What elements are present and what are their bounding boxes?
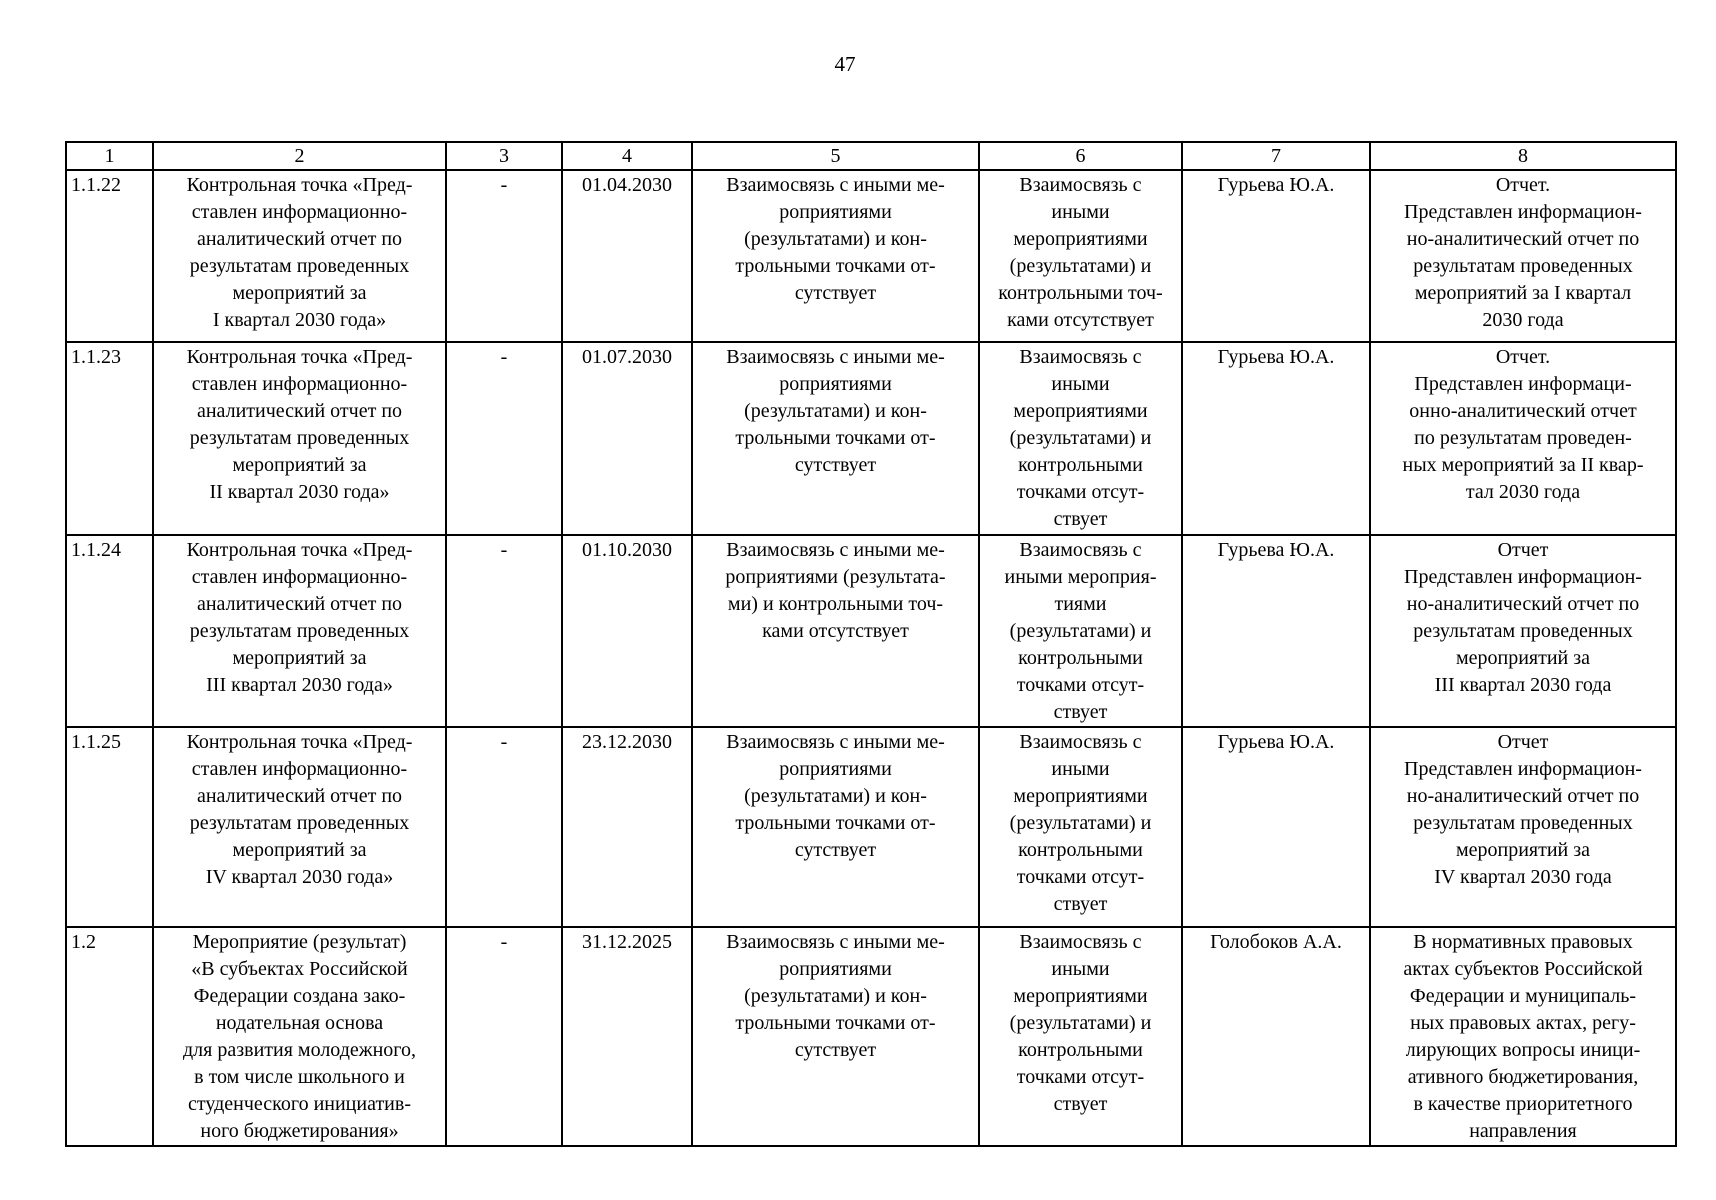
column-header: 2 bbox=[153, 142, 446, 170]
row-links-prev: Взаимосвязь с иными ме- роприятиями (результатами) и кон- трольными точками от- сутствует bbox=[692, 727, 979, 927]
table-row bbox=[66, 727, 1676, 927]
table-row bbox=[66, 927, 1676, 1146]
row-result: Отчет. Представлен информацион- но-аналитический отчет по результатам проведенных мероприятий за I квартал 2030 года bbox=[1370, 170, 1676, 342]
row-links-next: Взаимосвязь с иными мероприятиями (результатами) и контрольными точками отсут- ствует bbox=[979, 927, 1182, 1146]
row-name: Контрольная точка «Пред- ставлен информационно- аналитический отчет по результатам проведенных мероприятий за III квартал 2030 года» bbox=[153, 535, 446, 727]
row-result: Отчет Представлен информацион- но-аналитический отчет по результатам проведенных мероприятий за IV квартал 2030 года bbox=[1370, 727, 1676, 927]
column-header: 5 bbox=[692, 142, 979, 170]
row-name: Контрольная точка «Пред- ставлен информационно- аналитический отчет по результатам проведенных мероприятий за II квартал 2030 года» bbox=[153, 342, 446, 535]
row-responsible: Гурьева Ю.А. bbox=[1182, 170, 1370, 342]
column-header: 1 bbox=[66, 142, 153, 170]
row-number: 1.1.25 bbox=[66, 727, 153, 927]
header-row bbox=[66, 142, 1676, 170]
row-number: 1.1.24 bbox=[66, 535, 153, 727]
row-col3: - bbox=[446, 927, 562, 1146]
table-row bbox=[66, 170, 1676, 342]
row-result: В нормативных правовых актах субъектов Российской Федерации и муниципаль- ных правовых актах, регу- лирующих вопросы иници- ативного бюджетирования, в качестве приоритетного направления bbox=[1370, 927, 1676, 1146]
row-links-prev: Взаимосвязь с иными ме- роприятиями (результата- ми) и контрольными точ- ками отсутствует bbox=[692, 535, 979, 727]
column-header: 7 bbox=[1182, 142, 1370, 170]
row-links-prev: Взаимосвязь с иными ме- роприятиями (результатами) и кон- трольными точками от- сутствует bbox=[692, 342, 979, 535]
column-header: 8 bbox=[1370, 142, 1676, 170]
column-header: 3 bbox=[446, 142, 562, 170]
row-date: 01.07.2030 bbox=[562, 342, 692, 535]
row-date: 01.04.2030 bbox=[562, 170, 692, 342]
row-responsible: Гурьева Ю.А. bbox=[1182, 342, 1370, 535]
page-number: 47 bbox=[834, 52, 856, 76]
row-number: 1.1.22 bbox=[66, 170, 153, 342]
row-name: Мероприятие (результат) «В субъектах Российской Федерации создана зако- нодательная основа для развития молодежного, в том числе школьного и студенческого инициатив- ного бюджетирования» bbox=[153, 927, 446, 1146]
row-responsible: Гурьева Ю.А. bbox=[1182, 727, 1370, 927]
row-number: 1.2 bbox=[66, 927, 153, 1146]
row-name: Контрольная точка «Пред- ставлен информационно- аналитический отчет по результатам проведенных мероприятий за I квартал 2030 года» bbox=[153, 170, 446, 342]
row-date: 23.12.2030 bbox=[562, 727, 692, 927]
row-date: 31.12.2025 bbox=[562, 927, 692, 1146]
row-col3: - bbox=[446, 342, 562, 535]
row-result: Отчет. Представлен информаци- онно-аналитический отчет по результатам проведен- ных мероприятий за II квар- тал 2030 года bbox=[1370, 342, 1676, 535]
row-links-next: Взаимосвязь с иными мероприятиями (результатами) и контрольными точками отсут- ствует bbox=[979, 727, 1182, 927]
row-links-prev: Взаимосвязь с иными ме- роприятиями (результатами) и кон- трольными точками от- сутствует bbox=[692, 170, 979, 342]
plan-table bbox=[65, 141, 1677, 1147]
row-number: 1.1.23 bbox=[66, 342, 153, 535]
row-result: Отчет Представлен информацион- но-аналитический отчет по результатам проведенных мероприятий за III квартал 2030 года bbox=[1370, 535, 1676, 727]
table-row bbox=[66, 342, 1676, 535]
row-links-next: Взаимосвязь с иными мероприятиями (результатами) и контрольными точ- ками отсутствует bbox=[979, 170, 1182, 342]
row-links-prev: Взаимосвязь с иными ме- роприятиями (результатами) и кон- трольными точками от- сутствует bbox=[692, 927, 979, 1146]
row-col3: - bbox=[446, 170, 562, 342]
column-header: 4 bbox=[562, 142, 692, 170]
column-header: 6 bbox=[979, 142, 1182, 170]
row-links-next: Взаимосвязь с иными мероприя- тиями (результатами) и контрольными точками отсут- ствует bbox=[979, 535, 1182, 727]
table-row bbox=[66, 535, 1676, 727]
row-col3: - bbox=[446, 535, 562, 727]
row-responsible: Гурьева Ю.А. bbox=[1182, 535, 1370, 727]
row-responsible: Голобоков А.А. bbox=[1182, 927, 1370, 1146]
row-date: 01.10.2030 bbox=[562, 535, 692, 727]
row-name: Контрольная точка «Пред- ставлен информационно- аналитический отчет по результатам проведенных мероприятий за IV квартал 2030 года» bbox=[153, 727, 446, 927]
row-col3: - bbox=[446, 727, 562, 927]
row-links-next: Взаимосвязь с иными мероприятиями (результатами) и контрольными точками отсут- ствует bbox=[979, 342, 1182, 535]
